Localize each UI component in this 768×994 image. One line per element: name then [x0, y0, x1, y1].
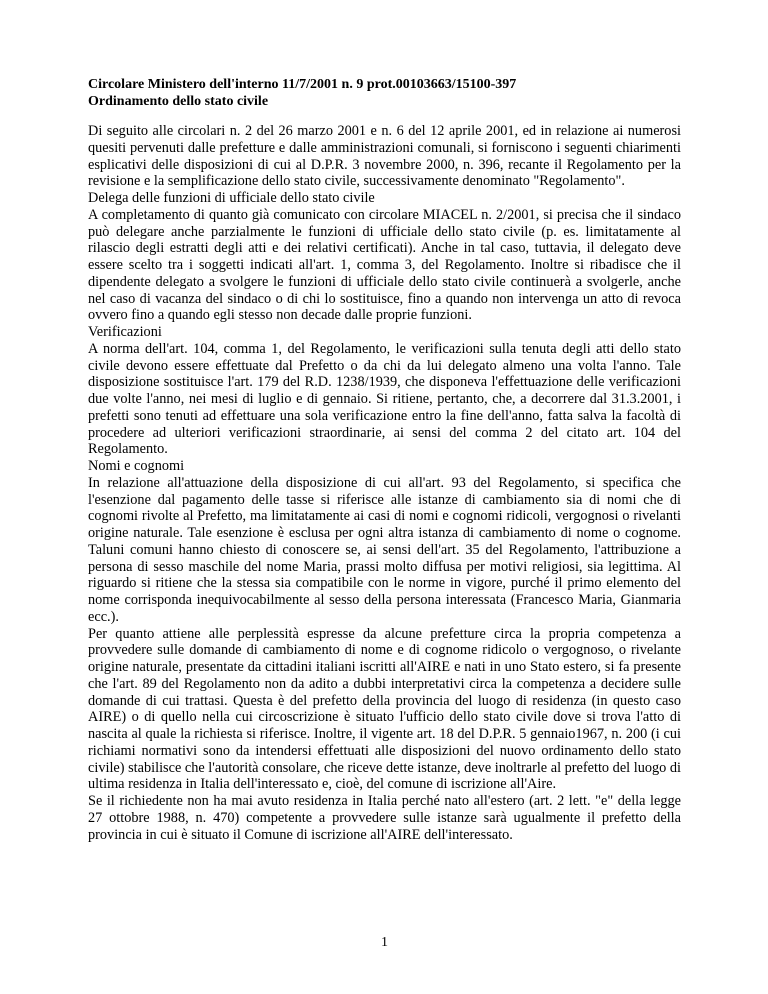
body-paragraph: In relazione all'attuazione della disposizione di cui all'art. 93 del Regolamento, si specifica che l'esenzione dal pagamento delle tasse si riferisce alle istanze di cambiamento sia di nomi che di cognomi rivolte al Prefetto, ma limitatamente ai casi di nomi e cognomi ridicoli, vergognosi o rivelanti origine naturale. Tale esenzione è esclusa per ogni altra istanza di cambiamento di nome o cognome. Taluni comuni hanno chiesto di conoscere se, ai sensi dell'art. 35 del Regolamento, l'attribuzione a persona di sesso maschile del nome Maria, prassi molto diffusa per motivi religiosi, sia legittima. Al riguardo si ritiene che la stessa sia compatibile con le norme in vigore, purché il primo elemento del nome corrisponda inequivocabilmente al sesso della persona interessata (Francesco Maria, Gianmaria ecc.).	[88, 474, 681, 625]
document-title-block	[88, 76, 681, 110]
document-title: Circolare Ministero dell'interno 11/7/2001 n. 9 prot.00103663/15100-397	[88, 77, 517, 92]
document-page	[88, 0, 681, 994]
document-body	[88, 123, 681, 843]
section-heading: Verificazioni	[88, 324, 162, 340]
page-number: 1	[381, 935, 388, 950]
body-paragraph: Di seguito alle circolari n. 2 del 26 marzo 2001 e n. 6 del 12 aprile 2001, ed in relazione ai numerosi quesiti pervenuti dalle prefetture e dalle amministrazioni comunali, si forniscono i seguenti chiarimenti esplicativi delle disposizioni di cui al D.P.R. 3 novembre 2000, n. 396, recante il Regolamento per la revisione e la semplificazione dello stato civile, successivamente denominato "Regolamento".	[88, 123, 681, 190]
body-paragraph: A norma dell'art. 104, comma 1, del Regolamento, le verificazioni sulla tenuta degli atti dello stato civile devono essere effettuate dal Prefetto o da chi da lui delegato almeno una volta l'anno. Tale disposizione sostituisce l'art. 179 del R.D. 1238/1939, che disponeva l'effettuazione delle verificazioni due volte l'anno, nei mesi di luglio e di gennaio. Si ritiene, pertanto, che, a decorrere dal 31.3.2001, i prefetti sono tenuti ad effettuare una sola verificazione entro la fine dell'anno, fatta salva la facoltà di procedere ad ulteriori verificazioni straordinarie, ai sensi del comma 2 del citato art. 104 del Regolamento.	[88, 340, 681, 458]
body-paragraph: Se il richiedente non ha mai avuto residenza in Italia perché nato all'estero (art. 2 lett. "e" della legge 27 ottobre 1988, n. 470) competente a provvedere sulle istanze sarà ugualmente il prefetto della provincia in cui è situato il Comune di iscrizione all'AIRE dell'interessato.	[88, 793, 681, 843]
section-heading: Nomi e cognomi	[88, 458, 185, 474]
section-heading: Delega delle funzioni di ufficiale dello stato civile	[88, 190, 375, 206]
body-paragraph: A completamento di quanto già comunicato con circolare MIACEL n. 2/2001, si precisa che il sindaco può delegare anche parzialmente le funzioni di ufficiale dello stato civile (p. es. limitatamente al rilascio degli estratti degli atti e dei relativi certificati). Anche in tal caso, tuttavia, il delegato deve essere scelto tra i soggetti indicati all'art. 1, comma 3, del Regolamento. Inoltre si ribadisce che il dipendente delegato a svolgere le funzioni di ufficiale dello stato civile continuerà a svolgerle, anche nel caso di vacanza del sindaco o di chi lo sostituisce, fino a quando non intervenga un atto di revoca ovvero fino a quando egli stesso non decade dalle proprie funzioni.	[88, 206, 681, 324]
body-paragraph: Per quanto attiene alle perplessità espresse da alcune prefetture circa la propria competenza a provvedere sulle domande di cambiamento di nome e di cognome ridicolo o vergognoso, o rivelante origine naturale, presentate da cittadini italiani iscritti all'AIRE e nati in uno Stato estero, si fa presente che l'art. 89 del Regolamento non da adito a dubbi interpretativi circa la competenza a decidere sulle domande di cui trattasi. Questa è del prefetto della provincia del luogo di residenza (in questo caso AIRE) o di quello nella cui circoscrizione è situato l'ufficio dello stato civile dove si trova l'atto di nascita al quale la richiesta si riferisce. Inoltre, il vigente art. 18 del D.P.R. 5 gennaio1967, n. 200 (i cui richiami normativi sono da intendersi effettuati alle disposizioni del nuovo ordinamento dello stato civile) stabilisce che l'autorità consolare, che riceve dette istanze, deve inoltrarle al prefetto del luogo di ultima residenza in Italia dell'interessato e, cioè, del comune di iscrizione all'Aire.	[88, 625, 681, 793]
document-subtitle: Ordinamento dello stato civile	[88, 94, 269, 109]
